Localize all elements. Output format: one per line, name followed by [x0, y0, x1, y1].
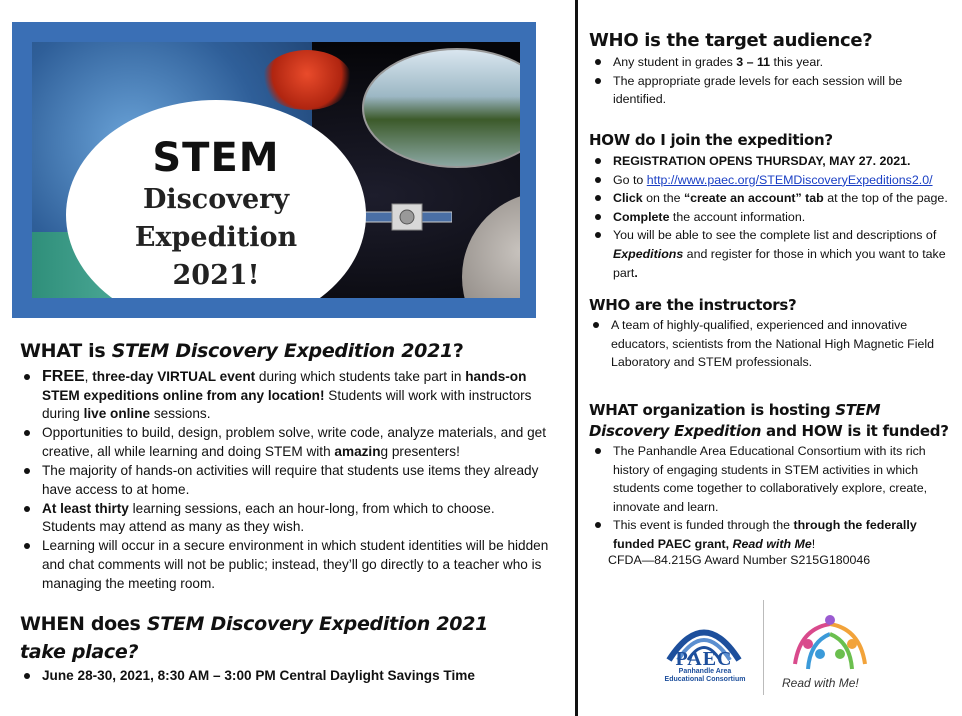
text-run: at the top of the page.	[823, 191, 948, 206]
text-run: The Panhandle Area Educational Consortium with its rich history of engaging students in STEM activities in which students come together to collaboratively explore, create, innovate and learn.	[613, 444, 928, 514]
text-run: on the	[642, 191, 684, 206]
text-run: the account information.	[669, 209, 806, 224]
text-run: g presenters!	[380, 443, 460, 459]
text-run: .	[634, 265, 638, 280]
list-item	[20, 500, 550, 537]
text-run: ,	[84, 369, 93, 384]
instructors-list	[589, 316, 934, 372]
text-run: You will be able to see the complete list and descriptions of	[613, 228, 937, 243]
paec-logo-text: PAEC	[675, 648, 733, 670]
hero-title-line4: 2021!	[172, 260, 260, 291]
text-run: this year.	[770, 55, 824, 69]
list-item	[591, 189, 956, 208]
text-run: through the federally funded PAEC grant,	[613, 518, 917, 551]
text-run: live online	[83, 406, 151, 422]
text-run: Read with Me	[732, 536, 812, 551]
text-run: Opportunities to build, design, problem solve, write code, analyze materials, and get creative, all while learning and doing STEM with	[42, 425, 546, 459]
hero-title-line3: Expedition	[134, 222, 298, 253]
text-run: 3 – 11	[736, 55, 771, 69]
text-run: amazin	[334, 443, 381, 459]
text-run: online from any location!	[162, 387, 325, 403]
list-item	[20, 368, 550, 424]
list-item	[591, 152, 956, 171]
text-run: sessions.	[150, 406, 211, 422]
text-run: A team of highly-qualified, experienced and innovative educators, scientists from the National High Magnetic Field Laboratory and STEM professionals.	[611, 318, 934, 370]
hero-title-line1: STEM	[152, 135, 280, 181]
list-item	[591, 171, 956, 190]
org-heading: WHAT organization is hosting STEM Discovery Expedition and HOW is it funded?	[589, 401, 949, 440]
list-item	[20, 667, 560, 686]
list-item	[591, 516, 941, 553]
text-run: during which students take part in	[255, 369, 466, 384]
list-item	[589, 316, 934, 372]
org-list	[591, 442, 941, 554]
satellite-icon	[362, 192, 452, 242]
list-item	[20, 462, 550, 499]
logo-divider	[763, 600, 764, 695]
text-run: Complete	[613, 209, 670, 224]
list-item	[20, 424, 550, 461]
text-run: At least thirty	[42, 500, 129, 516]
text-run: Click	[613, 191, 643, 206]
read-with-me-logo-text: Read with Me!	[782, 676, 859, 690]
text-run: Any student in grades	[613, 55, 737, 69]
list-item	[591, 53, 951, 72]
what-heading: WHAT is STEM Discovery Expedition 2021?	[20, 340, 464, 362]
list-item	[20, 537, 550, 593]
text-run: “create an account” tab	[683, 191, 824, 206]
space-background	[32, 42, 520, 298]
text-run: learning sessions, each an hour-long, from which to choose. Students may attend as many as they wish.	[42, 500, 495, 535]
text-run: REGISTRATION OPENS THURSDAY, MAY 27. 2021.	[613, 154, 911, 168]
text-run: Expeditions	[613, 246, 684, 261]
swamp-landscape-image	[362, 48, 520, 168]
text-run: and register for those in which you want to take part	[613, 246, 946, 280]
instructors-heading: WHO are the instructors?	[589, 296, 797, 314]
text-run: Students will work with instructors during	[42, 387, 532, 422]
cfda-award-number: CFDA—84.215G Award Number S215G180046	[608, 553, 871, 567]
text-run: The majority of hands-on activities will require that students use items they already have access to at home.	[42, 462, 539, 497]
text-run: The appropriate grade levels for each session will be identified.	[613, 73, 903, 107]
what-list	[20, 368, 550, 594]
list-item	[591, 72, 951, 109]
text-run: Learning will occur in a secure environment in which student identities will be hidden and chat comments will not be public; instead, they’ll go directly to a teacher who is managing the meeting room.	[42, 538, 549, 591]
text-run: This event is funded through the	[613, 518, 794, 533]
when-list	[20, 667, 560, 686]
audience-list	[591, 53, 951, 109]
crab-image	[262, 50, 352, 110]
text-run: hands-on STEM expeditions	[42, 369, 527, 403]
list-item	[591, 226, 956, 282]
join-heading: HOW do I join the expedition?	[589, 131, 833, 149]
text-run: June 28-30, 2021, 8:30 AM – 3:00 PM Central Daylight Savings Time	[42, 668, 475, 683]
text-run: Go to	[613, 172, 647, 187]
list-item	[591, 442, 941, 516]
text-run: FREE	[42, 368, 85, 385]
registration-link[interactable]: http://www.paec.org/STEMDiscoveryExpeditions2.0/	[646, 172, 933, 187]
hero-banner	[12, 22, 536, 318]
text-run: !	[811, 536, 816, 551]
column-divider	[575, 0, 578, 716]
list-item	[591, 208, 956, 227]
paec-logo-subtitle: Panhandle Area Educational Consortium	[664, 668, 746, 683]
when-heading: WHEN does STEM Discovery Expedition 2021 take place?	[20, 613, 489, 663]
text-run: three-day VIRTUAL event	[92, 369, 256, 384]
audience-heading: WHO is the target audience?	[589, 30, 873, 51]
join-list	[591, 152, 956, 282]
planet-image	[462, 192, 520, 298]
hero-title-line2: Discovery	[142, 184, 290, 215]
